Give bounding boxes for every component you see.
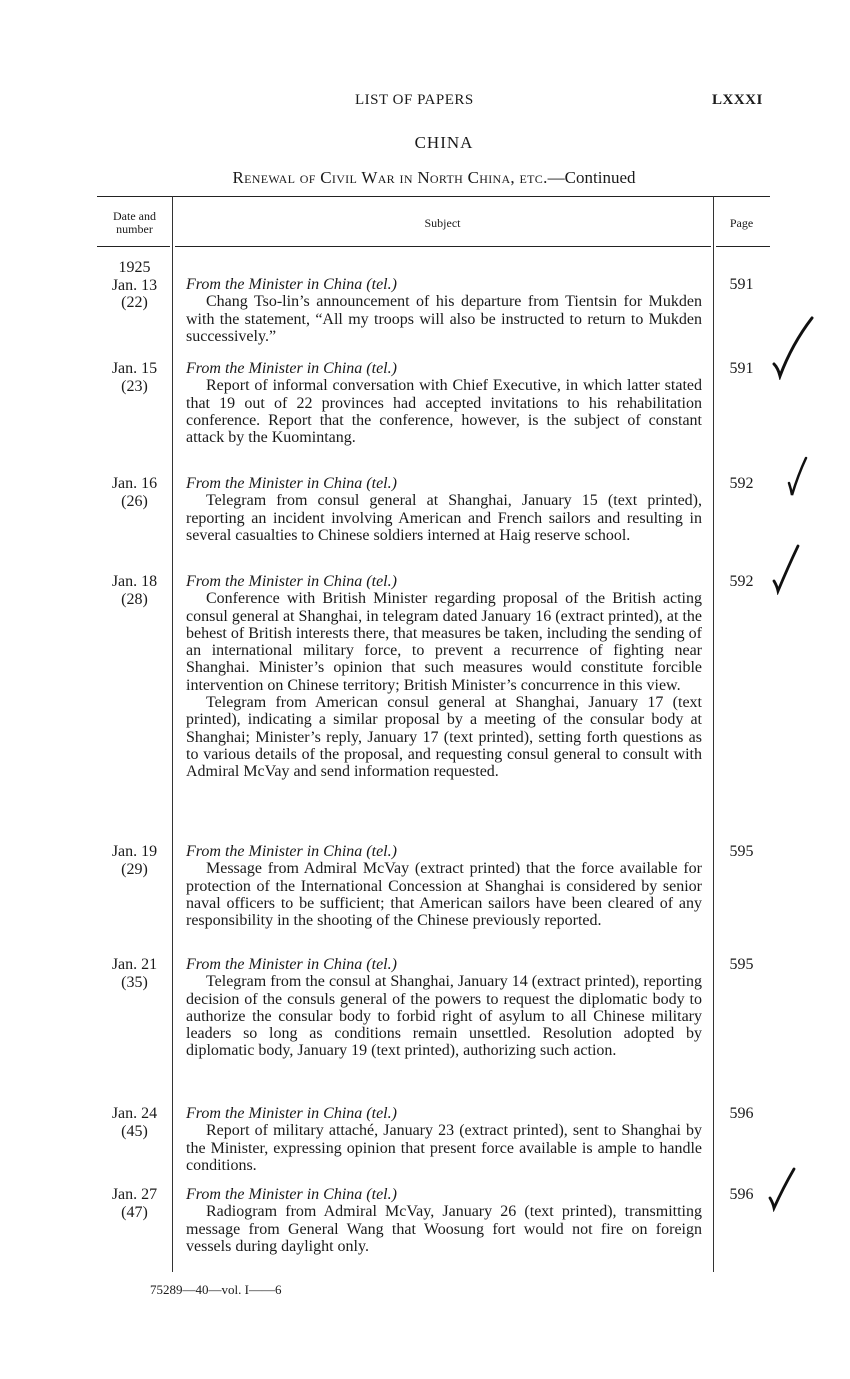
page-reference: 592 [729,573,754,590]
subject-cell [186,573,702,781]
entry-sender: From the Minister in China (tel.) [186,1105,397,1122]
handwritten-check-mark-3 [772,543,802,595]
page-reference: 591 [729,276,754,293]
page-reference: 591 [729,360,754,377]
entry-sender: From the Minister in China (tel.) [186,276,397,293]
date-cell [97,843,172,878]
page-reference: 596 [729,1186,754,1203]
entry-year: 1925 [118,259,151,276]
entry-date: Jan. 27 [111,1186,158,1203]
entry-summary: Telegram from the consul at Shanghai, January 14 (extract printed), reporting decision of the consuls general of the powers to request the diplomatic body to authorize the consular body to forbid right of asylum to all Chinese military leaders so long as conditions remain unsettled. Resolution adopted by diplomatic body, January 19 (text printed), authorizing such action. [186,973,702,1060]
date-cell [97,573,172,608]
entry-sender: From the Minister in China (tel.) [186,475,397,492]
entry-date: Jan. 18 [111,573,158,590]
entry-summary: Chang Tso-lin’s announcement of his departure from Tientsin for Mukden with the statement, “All my troops will also be instructed to return to Mukden successively.” [186,293,702,345]
printer-imprint: 75289—40—vol. I——6 [150,1282,282,1297]
entry-date: Jan. 21 [111,956,158,973]
entry-number: (47) [121,1203,148,1221]
entry-sender: From the Minister in China (tel.) [186,573,397,590]
subject-cell [186,276,702,345]
page-reference: 595 [729,843,754,860]
section-title: Renewal of Civil War in North China, etc. [232,168,548,187]
page-reference: 592 [729,475,754,492]
date-cell [97,1186,172,1221]
entry-number: (45) [121,1122,148,1140]
entry-summary: Report of informal conversation with Chief Executive, in which latter stated that 19 out of 22 provinces had accepted invitations to his rehabilitation conference. Report that the conference, however, is the subject of constant attack by the Kuomintang. [186,377,702,447]
handwritten-check-mark-4 [768,1166,798,1212]
entry-sender: From the Minister in China (tel.) [186,1186,397,1203]
subject-cell [186,843,702,929]
entry-date: Jan. 13 [111,276,158,294]
column-header-subject: Subject [424,216,461,230]
entry-date: Jan. 24 [111,1105,158,1122]
section-continued: —Continued [547,168,636,187]
entry-number: (28) [121,590,148,608]
date-cell [97,956,172,991]
column-divider [172,196,173,1272]
entry-summary: Message from Admiral McVay (extract printed) that the force available for protection of the International Concession at Shanghai is considered by senior naval officers to be sufficient; that American sailors have been cleared of any responsibility in the shooting of the Chinese previously reported. [186,860,702,930]
column-header-page: Page [729,216,754,230]
papers-table [97,196,770,1272]
entry-number: (29) [121,860,148,878]
entry-sender: From the Minister in China (tel.) [186,956,397,973]
date-cell [97,475,172,510]
page-number-roman: LXXXI [712,92,763,108]
entry-number: (23) [121,377,148,395]
entry-sender: From the Minister in China (tel.) [186,360,397,377]
entry-number: (26) [121,492,148,510]
country-heading: CHINA [414,133,474,152]
entry-sender: From the Minister in China (tel.) [186,843,397,860]
entry-summary: Telegram from consul general at Shanghai, January 15 (text printed), reporting an incident involving American and French sailors and resulting in several casualties to Chinese soldiers interned at Haig reserve school. [186,492,702,544]
section-heading [0,168,850,188]
header-rule [716,246,770,247]
running-title: LIST OF PAPERS [355,92,474,108]
handwritten-check-mark-2 [786,455,810,499]
table-top-rule [97,196,770,197]
entry-date: Jan. 15 [111,360,158,377]
subject-cell [186,1186,702,1255]
column-header-date: Date and number [113,209,156,236]
subject-cell [186,475,702,544]
header-rule [175,246,711,247]
date-cell [97,259,172,312]
subject-cell [186,1105,702,1174]
handwritten-check-mark-1 [772,314,816,380]
entry-date: Jan. 19 [111,843,158,860]
date-cell [97,1105,172,1140]
entry-summary: Report of military attaché, January 23 (extract printed), sent to Shanghai by the Minister, expressing opinion that present force available is ample to handle conditions. [186,1122,702,1174]
date-cell [97,360,172,395]
entry-number: (22) [121,294,148,311]
entry-summary: Radiogram from Admiral McVay, January 26 (text printed), transmitting message from General Wang that Woosung fort would not fire on foreign vessels during daylight only. [186,1203,702,1255]
page-reference: 596 [729,1105,754,1122]
header-rule [97,246,170,247]
entry-number: (35) [121,973,148,991]
entry-summary: Conference with British Minister regarding proposal of the British acting consul general at Shanghai, in telegram dated January 16 (extract printed), at the behest of British interests there, that measures be taken, including the sending of an international military force, to prevent a recurrence of fighting near Shanghai. Minister’s opinion that such measures would constitute forcible intervention on Chinese territory; British Minister’s concurrence in this view. [186,590,702,694]
subject-cell [186,956,702,1060]
page-reference: 595 [729,956,754,973]
entry-date: Jan. 16 [111,475,158,492]
subject-cell [186,360,702,446]
entry-summary: Telegram from American consul general at Shanghai, January 17 (text printed), indicating a similar proposal by a meeting of the consular body at Shanghai; Minister’s reply, January 17 (text printed), setting forth questions as to various details of the proposal, and requesting consul general to consult with Admiral McVay and send information requested. [186,694,702,781]
